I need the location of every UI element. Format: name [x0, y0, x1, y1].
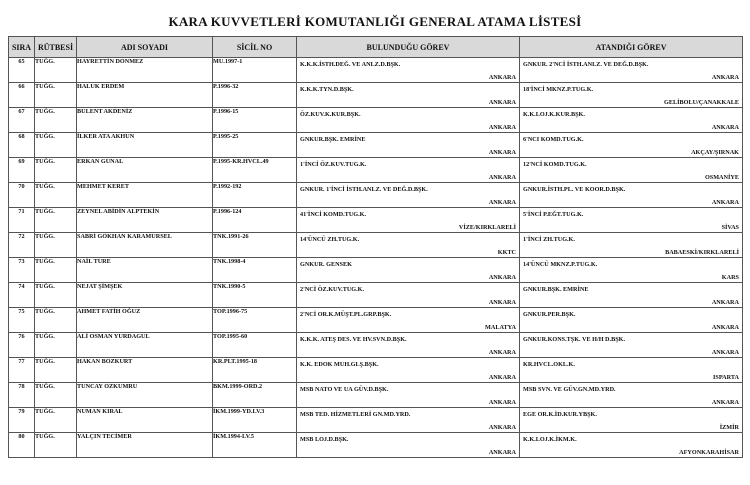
sira-cell: 66 — [9, 83, 35, 108]
table-row — [9, 283, 743, 308]
sicil-cell: TOP.1995-60 — [213, 333, 297, 358]
assignment-table — [8, 36, 743, 458]
assigned-location: İZMİR — [719, 424, 739, 431]
header-sira: SIRA — [9, 37, 35, 58]
current-unit: GNKUR. 1'İNCİ İSTH.ANLZ. VE DEĞ.D.BŞK. — [300, 186, 428, 193]
rutbe-cell: TUĞG. — [35, 408, 77, 433]
assigned-location: ISPARTA — [712, 374, 739, 381]
assigned-unit: GNKUR.BŞK. EMRİNE — [523, 286, 589, 293]
sira-cell: 70 — [9, 183, 35, 208]
assigned-post-cell — [520, 158, 743, 183]
assigned-post-cell — [520, 233, 743, 258]
current-location: ANKARA — [488, 174, 516, 181]
table-row — [9, 433, 743, 458]
name-cell: NUMAN KIRAL — [77, 408, 213, 433]
current-post-cell — [297, 358, 520, 383]
current-unit: 1'İNCİ ÖZ.KUV.TUG.K. — [300, 161, 367, 168]
rutbe-cell: TUĞG. — [35, 283, 77, 308]
assigned-location: AKÇAY/ŞIRNAK — [691, 149, 739, 156]
current-post-cell — [297, 233, 520, 258]
table-row — [9, 358, 743, 383]
assigned-location: OSMANİYE — [704, 174, 739, 181]
assigned-unit: GNKUR. 2'NCİ İSTH.ANLZ. VE DEĞ.D.BŞK. — [523, 61, 649, 68]
sira-cell: 76 — [9, 333, 35, 358]
name-cell: TUNCAY ÖZKUMRU — [77, 383, 213, 408]
table-row — [9, 408, 743, 433]
current-post-cell — [297, 333, 520, 358]
current-unit: MSB LOJ.D.BŞK. — [300, 436, 349, 443]
current-location: ANKARA — [488, 99, 516, 106]
sira-cell: 79 — [9, 408, 35, 433]
current-unit: K.K. EDOK MUH.GLŞ.BŞK. — [300, 361, 379, 368]
document-title: KARA KUVVETLERİ KOMUTANLIĞI GENERAL ATAMA LİSTESİ — [168, 14, 582, 29]
sira-cell: 78 — [9, 383, 35, 408]
assigned-post-cell — [520, 283, 743, 308]
current-unit: GNKUR. GENSEK — [300, 261, 352, 268]
sicil-cell: TNK.1990-5 — [213, 283, 297, 308]
current-post-cell — [297, 258, 520, 283]
table-row — [9, 58, 743, 83]
assigned-location: ANKARA — [711, 199, 739, 206]
name-cell: İLKER ATA AKHUN — [77, 133, 213, 158]
current-unit: GNKUR.BŞK. EMRİNE — [300, 136, 366, 143]
table-row — [9, 108, 743, 133]
name-cell: NEJAT ŞİMŞEK — [77, 283, 213, 308]
rutbe-cell: TUĞG. — [35, 83, 77, 108]
sira-cell: 73 — [9, 258, 35, 283]
assigned-post-cell — [520, 108, 743, 133]
assigned-post-cell — [520, 433, 743, 458]
current-location: ANKARA — [488, 299, 516, 306]
sicil-cell: P.1996-15 — [213, 108, 297, 133]
table-header-row — [9, 37, 743, 58]
sicil-cell: BKM.1999-ORD.2 — [213, 383, 297, 408]
current-location: ANKARA — [488, 124, 516, 131]
current-unit: K.K.K. ATEŞ DES. VE HV.SVN.D.BŞK. — [300, 336, 407, 343]
rutbe-cell: TUĞG. — [35, 133, 77, 158]
current-post-cell — [297, 208, 520, 233]
header-sicil-no: SİCİL NO — [213, 37, 297, 58]
current-location: ANKARA — [488, 449, 516, 456]
table-row — [9, 158, 743, 183]
assigned-unit: 5'İNCİ P.EĞT.TUG.K. — [523, 211, 584, 218]
sicil-cell: MU.1997-1 — [213, 58, 297, 83]
current-location: ANKARA — [488, 349, 516, 356]
assigned-location: KARS — [721, 274, 739, 281]
current-post-cell — [297, 408, 520, 433]
table-row — [9, 83, 743, 108]
sira-cell: 65 — [9, 58, 35, 83]
table-row — [9, 208, 743, 233]
assigned-location: ANKARA — [711, 399, 739, 406]
sicil-cell: İKM.1999-YD.LV.3 — [213, 408, 297, 433]
name-cell: SABRİ GÖKHAN KARAMÜRSEL — [77, 233, 213, 258]
assigned-location: ANKARA — [711, 299, 739, 306]
assigned-unit: MSB SVN. VE GÜV.GN.MD.YRD. — [523, 386, 616, 393]
name-cell: HALUK ERDEM — [77, 83, 213, 108]
sicil-cell: TNK.1991-26 — [213, 233, 297, 258]
assigned-unit: 6'NCI KOMD.TUG.K. — [523, 136, 584, 143]
current-post-cell — [297, 58, 520, 83]
assigned-post-cell — [520, 183, 743, 208]
name-cell: AHMET FATİH OĞUZ — [77, 308, 213, 333]
assigned-post-cell — [520, 58, 743, 83]
current-post-cell — [297, 158, 520, 183]
sira-cell: 68 — [9, 133, 35, 158]
assigned-post-cell — [520, 383, 743, 408]
rutbe-cell: TUĞG. — [35, 383, 77, 408]
sicil-cell: P.1995-KR.HVCL.49 — [213, 158, 297, 183]
current-post-cell — [297, 433, 520, 458]
assigned-unit: GNKUR.KONS.TŞK. VE H/H D.BŞK. — [523, 336, 625, 343]
current-post-cell — [297, 308, 520, 333]
header-ad-soyad: ADI SOYADI — [77, 37, 213, 58]
assigned-location: AFYONKARAHİSAR — [679, 449, 739, 456]
sira-cell: 75 — [9, 308, 35, 333]
current-unit: K.K.K.TYN.D.BŞK. — [300, 86, 354, 93]
current-location: ANKARA — [488, 74, 516, 81]
assigned-location: GELİBOLU/ÇANAKKALE — [664, 99, 739, 106]
rutbe-cell: TUĞG. — [35, 208, 77, 233]
sicil-cell: P.1996-124 — [213, 208, 297, 233]
assigned-unit: 12'NCİ KOMD.TUG.K. — [523, 161, 587, 168]
assigned-post-cell — [520, 258, 743, 283]
current-unit: MSB TED. HİZMETLERİ GN.MD.YRD. — [300, 411, 411, 418]
name-cell: ALİ OSMAN YURDAGÜL — [77, 333, 213, 358]
rutbe-cell: TUĞG. — [35, 108, 77, 133]
sira-cell: 72 — [9, 233, 35, 258]
table-row — [9, 133, 743, 158]
rutbe-cell: TUĞG. — [35, 308, 77, 333]
assigned-post-cell — [520, 308, 743, 333]
header-rutbe: RÜTBESİ — [35, 37, 77, 58]
current-unit: 14'ÜNCÜ ZH.TUG.K. — [300, 236, 360, 243]
current-location: ANKARA — [488, 199, 516, 206]
sicil-cell: KR.PLT.1995-18 — [213, 358, 297, 383]
sicil-cell: P.1996-32 — [213, 83, 297, 108]
current-location: ANKARA — [488, 274, 516, 281]
sicil-cell: TNK.1998-4 — [213, 258, 297, 283]
name-cell: MEHMET KERET — [77, 183, 213, 208]
table-row — [9, 333, 743, 358]
rutbe-cell: TUĞG. — [35, 233, 77, 258]
assigned-location: ANKARA — [711, 349, 739, 356]
assigned-post-cell — [520, 333, 743, 358]
assigned-unit: K.K.LOJ.K.KUR.BŞK. — [523, 111, 585, 118]
current-unit: MSB NATO VE UA GÜV.D.BŞK. — [300, 386, 389, 393]
assigned-location: SİVAS — [721, 224, 739, 231]
current-post-cell — [297, 383, 520, 408]
rutbe-cell: TUĞG. — [35, 333, 77, 358]
assigned-unit: K.K.LOJ.K.İKM.K. — [523, 436, 577, 443]
name-cell: HAYRETTİN DÖNMEZ — [77, 58, 213, 83]
assigned-location: ANKARA — [711, 74, 739, 81]
sira-cell: 80 — [9, 433, 35, 458]
rutbe-cell: TUĞG. — [35, 358, 77, 383]
current-post-cell — [297, 183, 520, 208]
assigned-unit: GNKUR.PER.BŞK. — [523, 311, 576, 318]
assigned-location: ANKARA — [711, 124, 739, 131]
sira-cell: 77 — [9, 358, 35, 383]
name-cell: YALÇIN TECİMER — [77, 433, 213, 458]
assigned-unit: EGE OR.K.İD.KUR.YBŞK. — [523, 411, 597, 418]
current-location: ANKARA — [488, 374, 516, 381]
rutbe-cell: TUĞG. — [35, 58, 77, 83]
name-cell: ZEYNEL ABİDİN ALPTEKİN — [77, 208, 213, 233]
rutbe-cell: TUĞG. — [35, 158, 77, 183]
current-unit: ÖZ.KUV.K.KUR.BŞK. — [300, 111, 361, 118]
current-unit: K.K.K.İSTH.DEĞ. VE ANLZ.D.BŞK. — [300, 61, 401, 68]
assigned-post-cell — [520, 83, 743, 108]
assigned-unit: KR.HVCL.OKL.K. — [523, 361, 575, 368]
rutbe-cell: TUĞG. — [35, 433, 77, 458]
current-post-cell — [297, 283, 520, 308]
current-unit: 41'İNCİ KOMD.TUG.K. — [300, 211, 367, 218]
name-cell: NAİL TÜRE — [77, 258, 213, 283]
current-unit: 2'NCİ ÖZ.KUV.TUG.K. — [300, 286, 365, 293]
sicil-cell: P.1992-192 — [213, 183, 297, 208]
name-cell: ERKAN GÜNAL — [77, 158, 213, 183]
assigned-post-cell — [520, 133, 743, 158]
current-location: ANKARA — [488, 424, 516, 431]
sicil-cell: P.1995-25 — [213, 133, 297, 158]
sira-cell: 74 — [9, 283, 35, 308]
assigned-post-cell — [520, 408, 743, 433]
assigned-unit: 14'ÜNCÜ MKNZ.P.TUG.K. — [523, 261, 598, 268]
current-location: MALATYA — [485, 324, 516, 331]
current-location: KKTC — [497, 249, 516, 256]
name-cell: HAKAN BOZKURT — [77, 358, 213, 383]
sira-cell: 71 — [9, 208, 35, 233]
table-row — [9, 233, 743, 258]
assigned-unit: 18'İNCİ MKNZ.P.TUG.K. — [523, 86, 594, 93]
current-location: ANKARA — [488, 399, 516, 406]
name-cell: BÜLENT AKDENİZ — [77, 108, 213, 133]
current-location: ANKARA — [488, 149, 516, 156]
header-atandigi-gorev: ATANDIĞI GÖREV — [520, 37, 743, 58]
table-row — [9, 258, 743, 283]
current-unit: 2'NCİ OR.K.MÜŞT.PL.GRP.BŞK. — [300, 311, 392, 318]
table-row — [9, 183, 743, 208]
current-post-cell — [297, 108, 520, 133]
assigned-unit: 1'İNCİ ZH.TUG.K. — [523, 236, 575, 243]
header-bulundugu-gorev: BULUNDUĞU GÖREV — [297, 37, 520, 58]
table-row — [9, 383, 743, 408]
current-location: VİZE/KIRKLARELİ — [458, 224, 516, 231]
assigned-post-cell — [520, 358, 743, 383]
current-post-cell — [297, 133, 520, 158]
table-row — [9, 308, 743, 333]
sira-cell: 69 — [9, 158, 35, 183]
sira-cell: 67 — [9, 108, 35, 133]
current-post-cell — [297, 83, 520, 108]
sicil-cell: TOP.1996-75 — [213, 308, 297, 333]
sicil-cell: İKM.1994-LV.5 — [213, 433, 297, 458]
rutbe-cell: TUĞG. — [35, 258, 77, 283]
assigned-unit: GNKUR.İSTH.PL. VE KOOR.D.BŞK. — [523, 186, 626, 193]
assigned-location: BABAESKİ/KIRKLARELİ — [665, 249, 739, 256]
rutbe-cell: TUĞG. — [35, 183, 77, 208]
assigned-post-cell — [520, 208, 743, 233]
assigned-location: ANKARA — [711, 324, 739, 331]
